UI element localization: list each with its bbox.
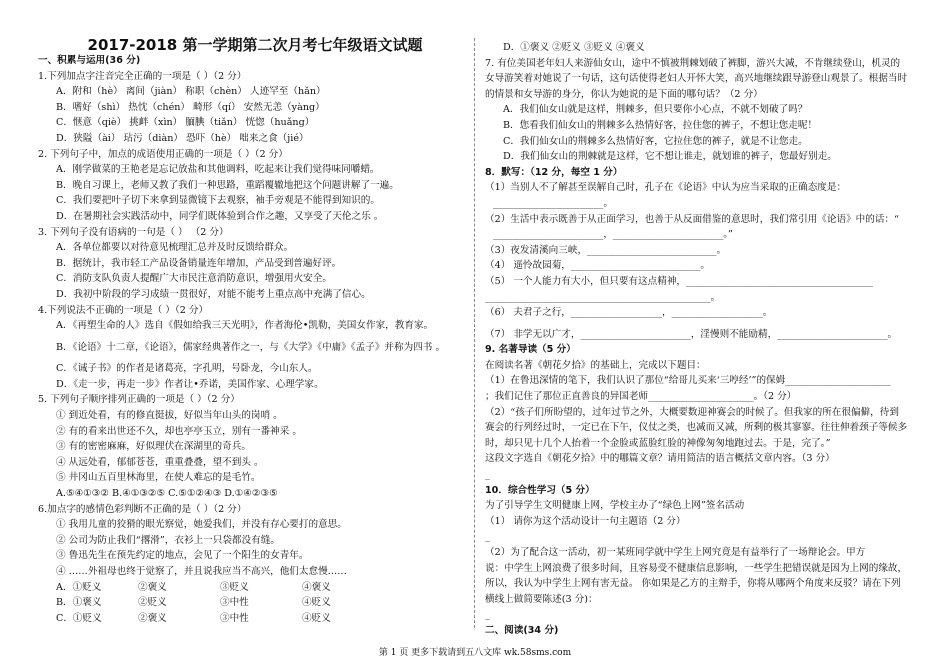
q6-option-cell: ②褒义 (138, 612, 167, 624)
right-line: 8．默写：（12 分，每空 1 分） (485, 166, 623, 178)
left-line: ④ 从远处看，郁郁苍苍，重重叠叠，望不到头 。 (56, 456, 264, 468)
left-column (38, 53, 466, 626)
right-line: 10．综合性学习（5 分） (485, 484, 595, 496)
q6-option-row (38, 611, 466, 627)
right-line: A．我们仙女山就是这样，荆棘多，但只要你小心点，不就不划破了吗？ (503, 104, 808, 116)
right-line: 女导游笑着对她说了一句话，这句话使得老妇人开怀大笑，高兴地继续跟导游登山观景了。根据当时 (485, 73, 908, 85)
right-line: 的情景和女导游的身分，你认为她说的是下面的哪句话？（2 分） (485, 88, 763, 100)
right-line: （1）当别人不了解甚至误解自己时，孔子在《论语》中认为应当采取的正确态度是： (485, 182, 847, 194)
left-line: D．在暑期社会实践活动中，同学们既体验到合作之趣，又享受了天伦之乐 。 (56, 210, 384, 222)
left-line: A．《再塑生命的人》选自《假如给我三天光明》，作者海伦•凯勒，美国女作家，教育家。 (56, 320, 434, 332)
left-line: ④ ……外祖母也终于觉察了，并且说我应当不高兴，他们太怠慢…… (56, 566, 347, 577)
left-line: D．狭隘（ài） 玷污（diàn） 恐吓（hè） 咄来之食（jié） (56, 132, 309, 144)
right-line: 时，却只见十几个人抬着一个金脸或蓝脸红脸的神像匆匆地跑过去。于是，完了。” (485, 437, 831, 449)
q6-option-cell: C．①贬义 (56, 612, 102, 624)
column-divider (474, 38, 475, 628)
q6-option-cell: ②褒义 (138, 581, 167, 593)
right-line: （1） 请你为这个活动设计一句主题语（2 分） (485, 515, 686, 527)
left-line: A．各单位都要以对待意见梳理汇总并及时反馈给群众。 (56, 242, 294, 254)
q6-option-cell: ④贬义 (302, 612, 331, 624)
left-line: D．《走一步，再走一步》作者让•乔诺，美国作家、心理学家。 (56, 378, 324, 390)
left-line: ⑤ 井冈山五百里林海里，在使人难忘的是毛竹。 (56, 472, 261, 484)
left-line: 4.下列说法不正确的一项是（ ）（2 分） (38, 304, 209, 316)
page-footer: 第 1 页 更多下载请到五八文库 wk.58sms.com (378, 648, 572, 658)
right-line: （2）生活中表示既善于从正面学习，也善于从反面借鉴的意思时，我们常引用《论语》中的话：“ (485, 213, 899, 225)
right-line: D．①褒义 ②贬义 ③贬义 ④褒义 (503, 42, 645, 53)
q6-option-row (38, 580, 466, 596)
right-line: （4） 遥怜故园菊，___________________________。 (485, 260, 711, 272)
right-line: （7） 非学无以广才，_______________________，淫慢则不能励精，_______________________。 (485, 328, 898, 340)
q6-option-cell: ④褒义 (302, 581, 331, 593)
q6-option-cell: B．①褒义 (56, 597, 102, 609)
right-line: （5） 一个人能力有大小，但只要有这点精神，_______________________________________ (485, 275, 874, 287)
left-line: ③ 有的密密麻麻，好似理伏在深湖里的奇兵。 (56, 441, 251, 453)
left-line: 1.下列加点字注音完全正确的一项是（ ）（2 分） (38, 70, 247, 82)
q6-option-cell: A．①贬义 (56, 581, 102, 593)
right-line: （2）“孩子们所盼望的，过年过节之外，大概要数迎神赛会的时候了。但我家的所在很偏僻，待到 (485, 406, 899, 418)
right-line: 为了引导学生文明健康上网，学校主办了“绿色上网”签名活动 (485, 500, 745, 512)
q6-option-row (38, 595, 466, 611)
right-line: （3）夜发清溪向三峡，___________________________。 (485, 244, 727, 256)
right-column (485, 40, 915, 639)
left-line: D．我初中阶段的学习成绩一贯很好，对能不能考上重点高中充满了信心。 (56, 288, 371, 300)
q6-option-cell: ④贬义 (302, 597, 331, 609)
left-line: ③ 鲁迅先生在预先约定的地点，会见了一个阳生的女青年。 (56, 550, 309, 562)
left-line: C．惬意（qiè） 挑衅（xìn） 腼腆（tiǎn） 恍惚（huǎng） (56, 117, 315, 129)
q6-option-cell: ③中性 (220, 612, 249, 624)
right-line: _ (485, 531, 490, 543)
left-line: 3. 下列句子没有语病的一句是（ ） （2 分） (38, 226, 229, 238)
left-line: ① 我用儿童的狡猾的眼光察觉，她爱我们，并没有存心要打的意思。 (56, 519, 347, 531)
right-line: 二、阅读(34 分) (485, 624, 559, 636)
right-line: 横线上做简要陈述(3 分)： (485, 593, 598, 605)
right-line: 赛会的行列经过时，一定已在下午，仪仗之类，也减而又减，所剩的极其寥寥。往往伸着颈子等候多 (485, 422, 908, 434)
q6-option-cell: ③中性 (220, 597, 249, 609)
right-line: _______________________。 (493, 197, 613, 209)
left-line: B．据统计，我市轻工产品设备销量连年增加，产品受到普遍好评。 (56, 257, 342, 269)
left-line: C．我们要把叶子切下来拿到显微镜下去观察，袖手旁观是不能得到知识的。 (56, 195, 380, 207)
right-line: _______________________，_______________________。” (493, 229, 733, 241)
right-line: 说：中学生上网浪费了很多时间，且容易受不健康信息影响，一些学生把错误就是因为上网的缘故， (485, 562, 908, 574)
right-line: （1）在鲁迅深情的笔下，我们认识了那位“给哥儿买来‘三哼经’”的保姆______________________ (485, 375, 891, 387)
left-line: B．晚自习课上，老师又教了我们一种思路，重蹈覆辙地把这个问题讲解了一遍。 (56, 179, 399, 191)
left-line: B．嗜好（shì） 热忱（chén） 畸形（qí） 安然无恙（yàng） (56, 101, 325, 113)
left-line: A．刚学做菜的王艳老是忘记放盐和其他调料，吃起来让我们觉得味同嚼蜡。 (56, 164, 380, 176)
left-line: ① 到近处看，有的修直挺拔，好似当年山头的岗哨 。 (56, 410, 283, 422)
left-line: ② 公司为防止我们“撂滑”，衣衫上一只袋都没有缝。 (56, 534, 280, 546)
right-line: _ (485, 469, 490, 481)
left-line: A.⑤④①③② B.④①③②⑤ C.⑤①②④③ D.①④②③⑤ (56, 488, 278, 500)
right-line: _ (485, 609, 490, 621)
left-line: C．消防支队负责人提醒广大市民注意消防意识，增强用火安全。 (56, 273, 332, 285)
left-line: 一、积累与运用(36 分) (38, 55, 141, 66)
left-line: 2. 下列句子中，加点的成语使用正确的一项是（ ）（2 分） (38, 148, 288, 160)
page-title: 2017-2018 第一学期第二次月考七年级语文试题 (87, 36, 423, 54)
left-line: A．附和（hè） 离间（jiàn） 称职（chèn） 人迹罕至（hǎn） (56, 86, 326, 98)
left-line: ② 有的看来出世还不久，却也亭亭玉立，别有一番神采 。 (56, 425, 302, 437)
right-line: 7. 有位美国老年妇人来游仙女山，途中不慎被荆棘划破了裤脚，游兴大减，不肯继续登山，机灵的 (485, 57, 901, 69)
left-line: 6.加点字的感情色彩判断不正确的是（ ）（2 分） (38, 503, 247, 515)
right-line: （2）为了配合这一活动，初一某班同学就中学生上网究竟是有益举行了一场辩论会。甲方 (485, 547, 866, 558)
left-line: B．《论语》十二章，《论语》，儒家经典著作之一，与《大学》《中庸》《孟子》并称为四书 。 (56, 341, 446, 353)
right-line: D．我们仙女山的荆棘就是这样，它不想让谁走，就划谁的裤子，您最好别走。 (503, 151, 837, 163)
q6-option-cell: ②贬义 (138, 597, 167, 609)
right-line: 所以，我认为中学生上网有害无益。 你如果是乙方的主辩手，你将从哪两个角度来反驳？请在下列 (485, 578, 901, 590)
right-line: B．您看我们仙女山的荆棘多么热情好客，拉住您的裤子，不想让您走呢！ (503, 119, 818, 131)
left-line: C．《诫子书》的作者是诸葛亮，字孔明，号卧龙，今山东人。 (56, 363, 318, 375)
q6-option-cell: ③贬义 (220, 581, 249, 593)
right-line: 这段文字选自《朝花夕拾》中的哪篇文章？请用简洁的语言概括文章内容。（3 分） (485, 453, 835, 465)
right-line: 9. 名著导读（5 分） (485, 344, 576, 356)
right-line: _______________________________________________。 (485, 291, 721, 303)
right-line: 在阅读名著《朝花夕拾》的基础上，完成以下题目： (485, 359, 706, 371)
right-line: （6） 夫君子之行，___________________，___________________。 (485, 307, 773, 319)
right-line: C．我们仙女山的荆棘多么热情好客，它拉住您的裤子，就是不让您走。 (503, 135, 808, 147)
right-line: ；我们记住了那位正直善良的异国老师______________________。（2 分） (485, 391, 797, 403)
left-line: 5. 下列句子顺序排列正确的一项是（ ）（2 分） (38, 394, 240, 406)
